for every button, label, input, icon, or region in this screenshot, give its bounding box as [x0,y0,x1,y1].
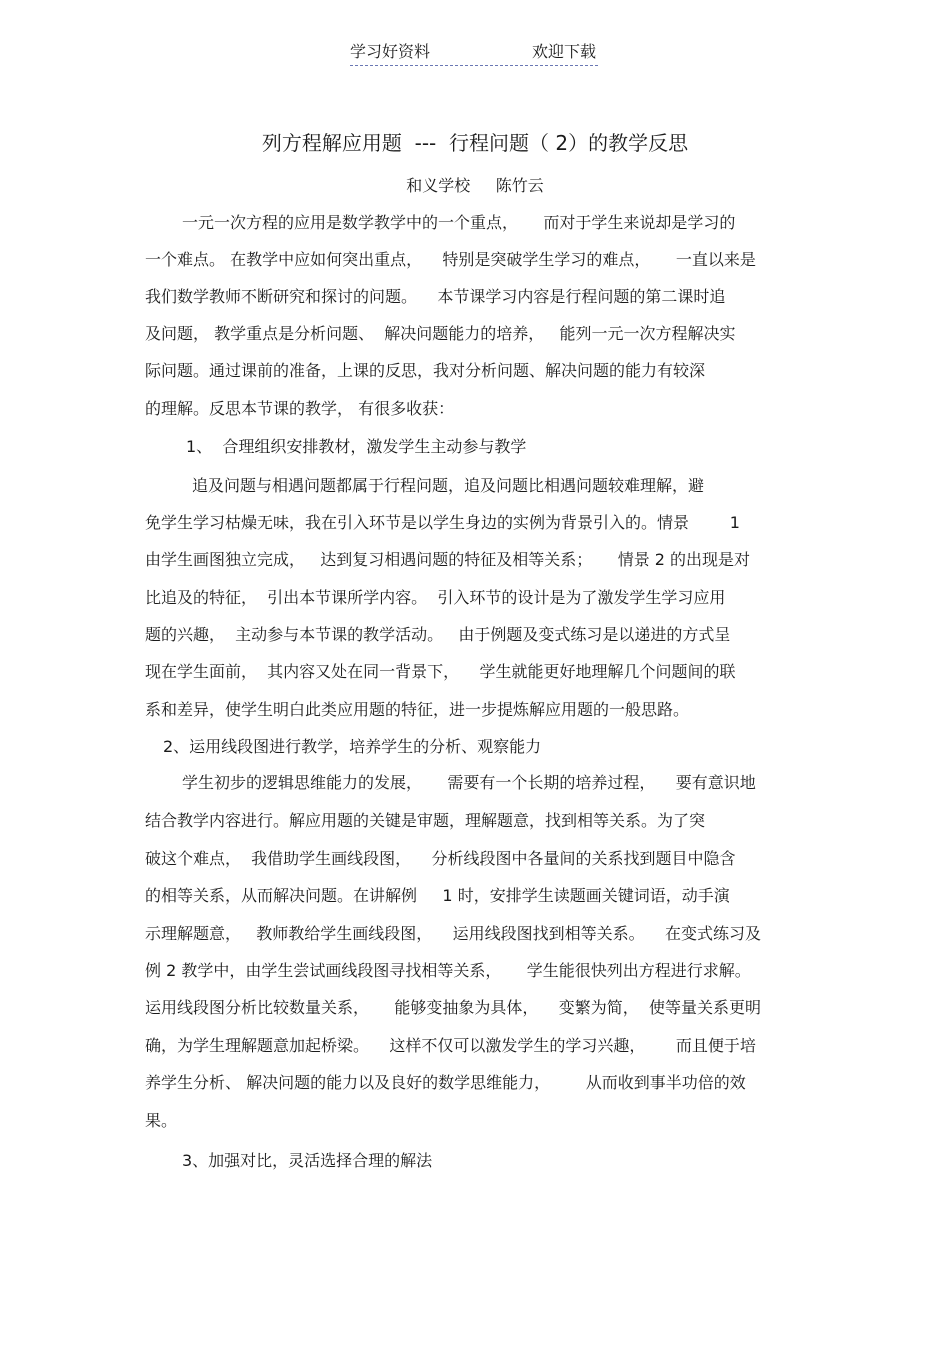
text-line: 结合教学内容进行。解应用题的关键是审题，理解题意，找到相等关系。为了突 [145,811,706,830]
text-line: 学生初步的逻辑思维能力的发展， 需要有一个长期的培养过程， 要有意识地 [182,773,756,792]
section-heading-1: 1、 合理组织安排教材，激发学生主动参与教学 [186,437,527,456]
text-line: 比追及的特征， 引出本节课所学内容。 引入环节的设计是为了激发学生学习应用 [145,588,726,607]
text-line: 题的兴趣， 主动参与本节课的教学活动。 由于例题及变式练习是以递进的方式呈 [145,625,731,644]
text-line: 我们数学教师不断研究和探讨的问题。 本节课学习内容是行程问题的第二课时追 [145,287,726,306]
text-line: 追及问题与相遇问题都属于行程问题，追及问题比相遇问题较难理解，避 [192,476,705,495]
text-line: 确，为学生理解题意加起桥梁。 这样不仅可以激发学生的学习兴趣， 而且便于培 [145,1036,756,1055]
text-line: 由学生画图独立完成， 达到复习相遇问题的特征及相等关系； 情景 2 的出现是对 [145,550,751,569]
document-title: 列方程解应用题 --- 行程问题（ 2）的教学反思 [261,131,689,155]
text-line: 系和差异，使学生明白此类应用题的特征，进一步提炼解应用题的一般思路。 [145,700,690,719]
text-line: 一个难点。 在教学中应如何突出重点， 特别是突破学生学习的难点， 一直以来是 [145,250,756,269]
text-line: 际问题。通过课前的准备，上课的反思，我对分析问题、解决问题的能力有较深 [145,361,706,380]
page-header [350,41,598,66]
text-line: 示理解题意， 教师教给学生画线段图， 运用线段图找到相等关系。 在变式练习及 [145,924,761,943]
author-line: 和义学校 陈竹云 [406,176,544,195]
text-line: 现在学生面前， 其内容又处在同一背景下， 学生就能更好地理解几个问题间的联 [145,662,736,681]
text-line: 免学生学习枯燥无味，我在引入环节是以学生身边的实例为背景引入的。情景 1 [145,513,740,532]
text-line: 例 2 教学中，由学生尝试画线段图寻找相等关系， 学生能很快列出方程进行求解。 [145,961,751,980]
text-line: 的相等关系，从而解决问题。在讲解例 1 时，安排学生读题画关键词语，动手演 [145,886,730,905]
text-line: 及问题， 教学重点是分析问题、 解决问题能力的培养， 能列一元一次方程解决实 [145,324,736,343]
text-line: 运用线段图分析比较数量关系， 能够变抽象为具体， 变繁为简， 使等量关系更明 [145,998,761,1017]
section-heading-2: 2、运用线段图进行教学，培养学生的分析、观察能力 [163,737,542,756]
header-left-text: 学习好资料 [350,42,431,61]
text-line: 的理解。反思本节课的教学， 有很多收获： [145,399,455,418]
text-line: 一元一次方程的应用是数学教学中的一个重点， 而对于学生来说却是学习的 [182,213,736,232]
text-line: 养学生分析、 解决问题的能力以及良好的数学思维能力， 从而收到事半功倍的效 [145,1073,746,1092]
header-right-text: 欢迎下载 [531,42,596,61]
text-line: 破这个难点， 我借助学生画线段图， 分析线段图中各量间的关系找到题目中隐含 [145,849,736,868]
text-line: 果。 [145,1111,178,1130]
section-heading-3: 3、加强对比，灵活选择合理的解法 [182,1151,433,1170]
